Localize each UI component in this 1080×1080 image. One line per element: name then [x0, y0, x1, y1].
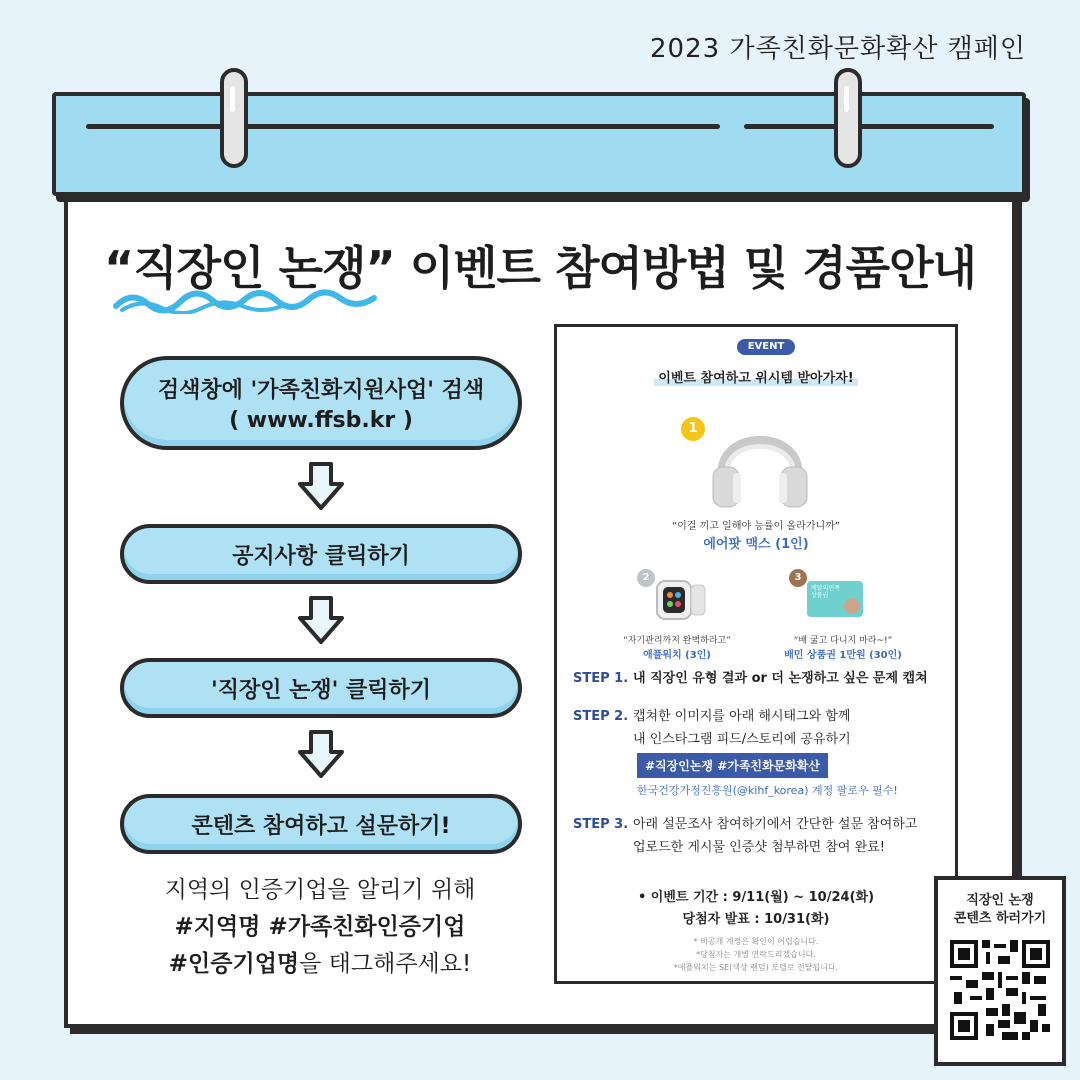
qr-label-line2: 콘텐츠 하러가기 [953, 911, 1047, 926]
event-poster [554, 324, 958, 984]
step1-text: 내 직장인 유형 결과 or 더 논쟁하고 싶은 문제 캡쳐 [633, 671, 928, 686]
step3-text1: 아래 설문조사 참여하기에서 간단한 설문 참여하고 [633, 817, 918, 832]
step3-text2: 업로드한 게시물 인증샷 첨부하면 참여 완료! [633, 840, 885, 855]
prize1-quote: “이걸 끼고 일해야 능률이 올라가니까” [672, 521, 840, 532]
calendar-header-bar [52, 92, 1026, 196]
step-notice-label: 공지사항 클릭하기 [232, 543, 410, 569]
prize-number-3: 3 [789, 569, 807, 587]
step-notice[interactable] [120, 524, 522, 584]
step-debate[interactable] [120, 658, 522, 718]
prize2-name: 애플워치 (3인) [643, 650, 711, 661]
prize3-name: 배민 상품권 1만원 (30인) [784, 650, 902, 661]
step2-label: STEP 2. [573, 709, 629, 724]
step2-text2: 내 인스타그램 피드/스토리에 공유하기 [633, 732, 851, 747]
prize-number-1: 1 [681, 417, 705, 441]
fine-print [557, 935, 955, 974]
qr-label [938, 892, 1062, 928]
note-line3-rest: 을 태그해주세요! [299, 951, 472, 977]
period-text: • 이벤트 기간 : 9/11(월) ~ 10/24(화) [637, 890, 875, 905]
campaign-label: 2023 가족친화문화확산 캠페인 [650, 34, 1026, 64]
header-line-right [744, 124, 994, 129]
fine-print-3: *애플워치는 SE(색상 랜덤) 모델로 전달됩니다. [673, 963, 839, 972]
step-search-url: ( www.ffsb.kr ) [229, 408, 413, 433]
step2 [573, 705, 851, 751]
binder-ring-left-icon [220, 68, 248, 168]
binder-ring-right-icon [834, 68, 862, 168]
arrow-down-icon [296, 728, 346, 780]
prize3-quote: “배 굶고 다니지 마라~!” [793, 636, 893, 646]
note-line2: #지역명 #가족친화인증기업 [174, 914, 466, 940]
hashtag-box: #직장인논쟁 #가족친화문화확산 [637, 753, 828, 778]
page-title: “직장인 논쟁” 이벤트 참여방법 및 경품안내 [104, 241, 976, 295]
header-line-left [86, 124, 720, 129]
step-search[interactable] [120, 356, 522, 450]
arrow-down-icon [296, 594, 346, 646]
step1-label: STEP 1. [573, 671, 629, 686]
step-survey-label: 콘텐츠 참여하고 설문하기! [191, 813, 451, 839]
qr-card[interactable] [934, 876, 1066, 1066]
event-badge: EVENT [737, 339, 795, 355]
step2-text1: 캡쳐한 이미지를 아래 해시태그와 함께 [633, 709, 851, 724]
prize1-name: 에어팟 맥스 (1인) [703, 537, 809, 552]
step-debate-label: '직장인 논쟁' 클릭하기 [210, 677, 432, 703]
fine-print-2: *당첨자는 개별 연락드리겠습니다. [696, 950, 816, 959]
step-search-label: 검색창에 '가족친화지원사업' 검색 [157, 378, 485, 403]
headphones-icon [705, 419, 815, 511]
step3-label: STEP 3. [573, 817, 629, 832]
event-period [557, 887, 955, 931]
note-line1: 지역의 인증기업을 알리기 위해 [164, 877, 476, 903]
prize-number-2: 2 [637, 569, 655, 587]
announce-text: 당첨자 발표 : 10/31(화) [682, 912, 830, 927]
event-heading: 이벤트 참여하고 위시템 받아가자! [557, 367, 955, 386]
follow-note: 한국건강가정진흥원(@kihf_korea) 계정 팔로우 필수! [637, 784, 898, 797]
qr-code-icon[interactable] [950, 940, 1050, 1040]
step1 [573, 667, 928, 690]
step-survey[interactable] [120, 794, 522, 854]
fine-print-1: * 비공개 계정은 확인이 어렵습니다. [693, 937, 819, 946]
step3 [573, 813, 917, 859]
arrow-down-icon [296, 460, 346, 512]
note-line3-bold: #인증기업명 [168, 951, 300, 977]
qr-label-line1: 직장인 논쟁 [966, 893, 1034, 908]
smartwatch-icon [653, 575, 709, 627]
squiggle-underline-icon [112, 286, 382, 314]
gift-card-text: 배달의민족 상품권 [811, 585, 840, 599]
gift-card-icon [807, 581, 863, 617]
tag-instructions [110, 872, 530, 983]
prize2-quote: “자기관리까지 완벽하라고” [623, 636, 731, 646]
